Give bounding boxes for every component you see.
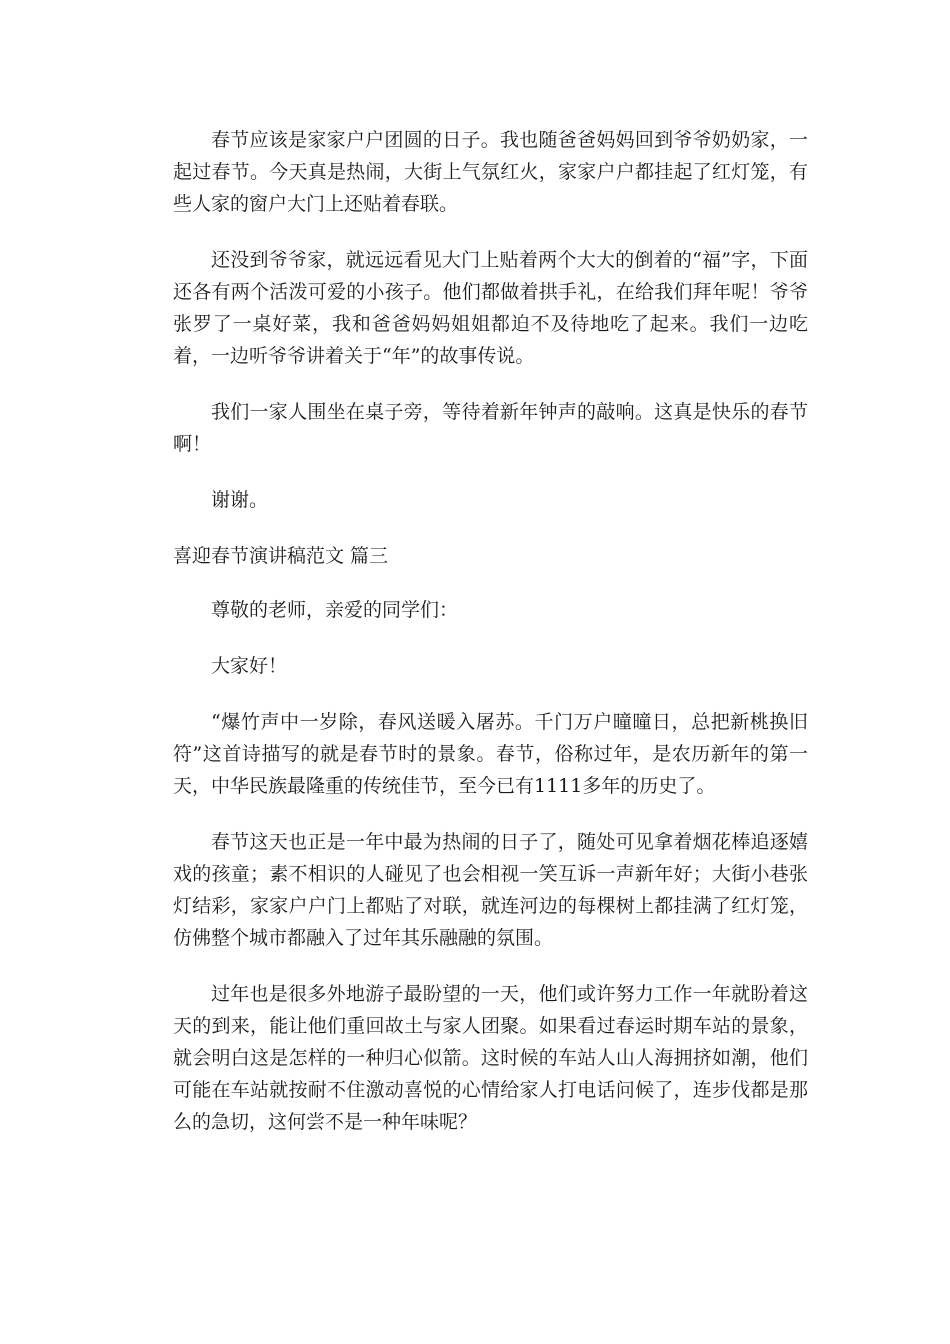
paragraph-family-reunion: 春节应该是家家户户团圆的日子。我也随爸爸妈妈回到爷爷奶奶家，一起过春节。今天真是热闹，大街上气氛红火，家家户户都挂起了红灯笼，有些人家的窗户大门上还贴着春联。 xyxy=(173,129,808,215)
paragraph-new-year-bell: 我们一家人围坐在桌子旁，等待着新年钟声的敲响。这真是快乐的春节啊！ xyxy=(173,401,808,455)
speech-hello: 大家好！ xyxy=(211,655,288,677)
speech-paragraph-homecoming: 过年也是很多外地游子最盼望的一天，他们或许努力工作一年就盼着这天的到来，能让他们重回故土与家人团聚。如果看过春运时期车站的景象，就会明白这是怎样的一种归心似箭。这时候的车站人山人海拥挤如潮，他们可能在车站就按耐不住激动喜悦的心情给家人打电话问候了，连步伐都是那么的急切，这何尝不是一种年味呢？ xyxy=(173,983,808,1133)
speech-greeting: 尊敬的老师，亲爱的同学们： xyxy=(211,599,459,621)
section-heading: 喜迎春节演讲稿范文 篇三 xyxy=(173,545,389,567)
paragraph-thanks: 谢谢。 xyxy=(211,489,269,511)
document-body xyxy=(173,124,808,1162)
speech-paragraph-festive-day: 春节这天也正是一年中最为热闹的日子了，随处可见拿着烟花棒追逐嬉戏的孩童；素不相识的人碰见了也会相视一笑互诉一声新年好；大街小巷张灯结彩，家家户户门上都贴了对联，就连河边的每棵树上都挂满了红灯笼，仿佛整个城市都融入了过年其乐融融的氛围。 xyxy=(173,831,808,949)
speech-paragraph-poem: “爆竹声中一岁除，春风送暖入屠苏。千门万户曈曈日，总把新桃换旧符”这首诗描写的就是春节时的景象。春节，俗称过年，是农历新年的第一天，中华民族最隆重的传统佳节，至今已有1111多年的历史了。 xyxy=(173,711,808,797)
paragraph-grandpa-house: 还没到爷爷家，就远远看见大门上贴着两个大大的倒着的“福”字，下面还各有两个活泼可爱的小孩子。他们都做着拱手礼，在给我们拜年呢！爷爷张罗了一桌好菜，我和爸爸妈妈姐姐都迫不及待地吃了起来。我们一边吃着，一边听爷爷讲着关于“年”的故事传说。 xyxy=(173,249,808,367)
